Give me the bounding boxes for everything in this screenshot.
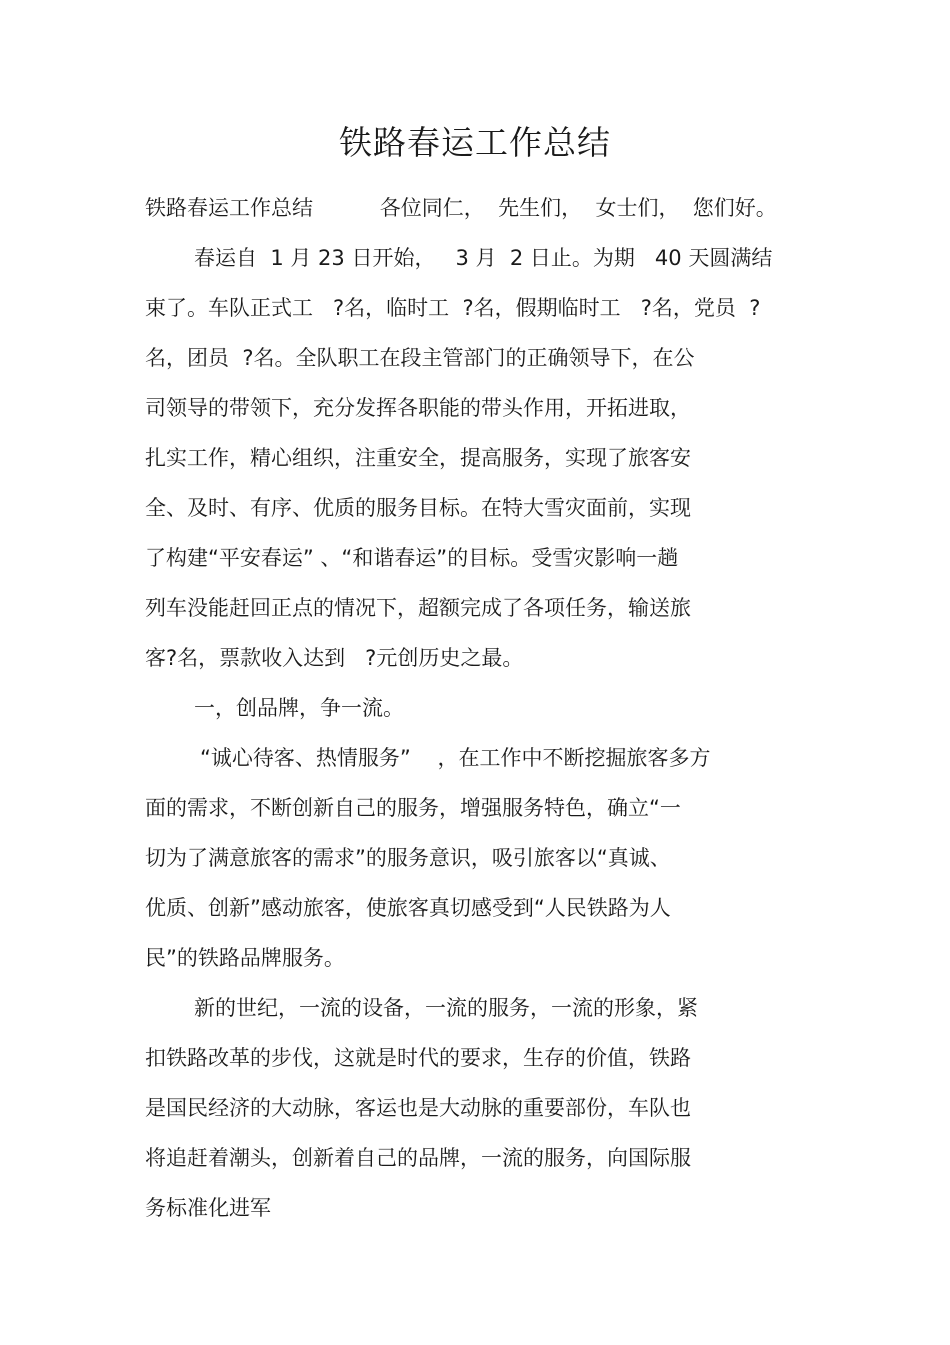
text-line: 列车没能赶回正点的情况下，超额完成了各项任务，输送旅 bbox=[145, 596, 691, 620]
text-line: 新的世纪，一流的设备，一流的服务，一流的形象，紧 bbox=[194, 996, 698, 1020]
text-line: 面的需求，不断创新自己的服务，增强服务特色，确立“一 bbox=[145, 796, 681, 820]
text-line: 优质、创新”感动旅客，使旅客真切感受到“人民铁路为人 bbox=[145, 896, 671, 920]
text-line: 春运自 1 月 23 日开始， 3 月 2 日止。为期 40 天圆满结 bbox=[194, 246, 773, 270]
text-line: 是国民经济的大动脉，客运也是大动脉的重要部份，车队也 bbox=[145, 1096, 691, 1120]
text-line: 客?名，票款收入达到 ?元创历史之最。 bbox=[145, 646, 524, 670]
text-line: 民”的铁路品牌服务。 bbox=[145, 946, 345, 970]
text-line: 司领导的带领下，充分发挥各职能的带头作用，开拓进取， bbox=[145, 396, 691, 420]
text-line: 束了。车队正式工 ?名，临时工 ?名，假期临时工 ?名，党员 ? bbox=[145, 296, 761, 320]
section-heading: 一，创品牌，争一流。 bbox=[194, 696, 404, 720]
text-line: 全、及时、有序、优质的服务目标。在特大雪灾面前，实现 bbox=[145, 496, 691, 520]
text-line: 务标准化进军 bbox=[145, 1196, 271, 1220]
text-line: 切为了满意旅客的需求”的服务意识，吸引旅客以“真诚、 bbox=[145, 846, 671, 870]
text-line: “诚心待客、热情服务” ，在工作中不断挖掘旅客多方 bbox=[200, 746, 711, 770]
text-line: 扣铁路改革的步伐，这就是时代的要求，生存的价值，铁路 bbox=[145, 1046, 691, 1070]
document-title: 铁路春运工作总结 bbox=[339, 123, 611, 162]
text-line: 了构建“平安春运” 、“和谐春运”的目标。受雪灾影响一趟 bbox=[145, 546, 679, 570]
text-line: 铁路春运工作总结 各位同仁， 先生们， 女士们， 您们好。 bbox=[145, 196, 777, 220]
text-line: 将追赶着潮头，创新着自己的品牌，一流的服务，向国际服 bbox=[145, 1146, 691, 1170]
text-line: 扎实工作，精心组织，注重安全，提高服务，实现了旅客安 bbox=[145, 446, 691, 470]
text-line: 名，团员 ?名。全队职工在段主管部门的正确领导下，在公 bbox=[145, 346, 695, 370]
